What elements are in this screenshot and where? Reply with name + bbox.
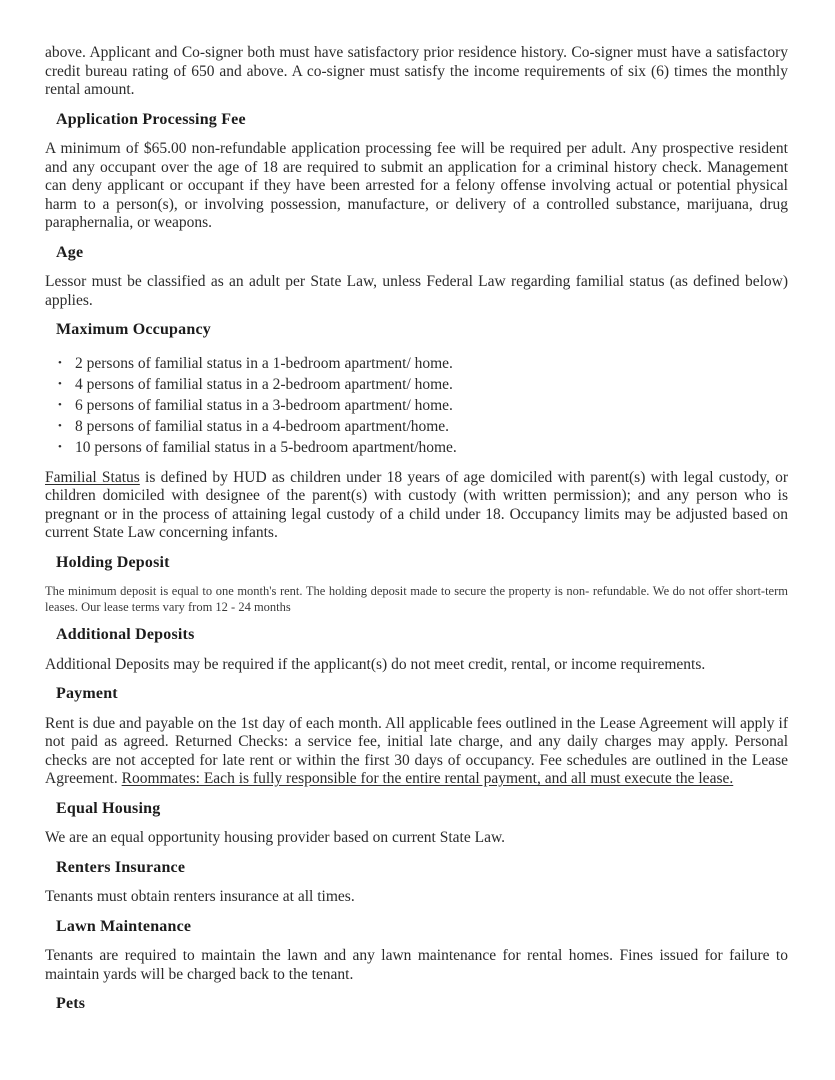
section-heading-holding-deposit: Holding Deposit	[56, 553, 170, 571]
familial-status-paragraph	[45, 469, 788, 543]
lawn-maintenance-paragraph: Tenants are required to maintain the lawn and any lawn maintenance for rental homes. Fines issued for failure to maintain yards will be charged back to the tenant.	[45, 947, 788, 983]
equal-housing-paragraph: We are an equal opportunity housing provider based on current State Law.	[45, 829, 506, 846]
section-heading-additional-deposits: Additional Deposits	[56, 626, 195, 643]
section-heading-pets: Pets	[56, 995, 86, 1012]
section-heading-payment: Payment	[56, 685, 118, 702]
occupancy-list	[45, 351, 788, 458]
occupancy-list-item: • 6 persons of familial status in a 3-bedroom apartment/ home.	[56, 395, 788, 416]
familial-status-definition: is defined by HUD as children under 18 years of age domiciled with parent(s) with legal custody, or children domiciled with designee of the parent(s) with custody (with written permission); and any person who is pregnant or in the process of attaining legal custody of a child under 18. Occupancy limits may be adjusted based on current State Law concerning infants.	[45, 468, 789, 541]
additional-deposits-paragraph: Additional Deposits may be required if the applicant(s) do not meet credit, rental, or income requirements.	[45, 655, 706, 673]
familial-status-term: Familial Status	[45, 468, 140, 486]
renters-insurance-paragraph: Tenants must obtain renters insurance at all times.	[45, 888, 355, 905]
age-paragraph: Lessor must be classified as an adult per State Law, unless Federal Law regarding familial status (as defined below) applies.	[45, 273, 788, 309]
occupancy-list-item: • 10 persons of familial status in a 5-bedroom apartment/home.	[56, 437, 788, 458]
section-heading-equal-housing: Equal Housing	[56, 799, 161, 817]
section-heading-maximum-occupancy: Maximum Occupancy	[56, 321, 211, 338]
section-heading-application-processing-fee: Application Processing Fee	[56, 110, 246, 128]
section-heading-renters-insurance: Renters Insurance	[56, 858, 186, 876]
occupancy-list-item: • 2 persons of familial status in a 1-bedroom apartment/ home.	[56, 353, 788, 374]
occupancy-list-item: • 4 persons of familial status in a 2-bedroom apartment/ home.	[56, 374, 788, 395]
intro-continuation-paragraph: above. Applicant and Co-signer both must have satisfactory prior residence history. Co-signer must have a satisfactory credit bureau rating of 650 and above. A co-signer must satisfy the income requirements of six (6) times the monthly rental amount.	[45, 44, 788, 98]
section-heading-lawn-maintenance: Lawn Maintenance	[56, 917, 192, 935]
application-processing-fee-paragraph: A minimum of $65.00 non-refundable application processing fee will be required per adult. Any prospective resident and any occupant over the age of 18 are required to submit an application for a criminal history check. Management can deny applicant or occupant if they have been arrested for a felony offense involving actual or potential physical harm to a person(s), or involving possession, manufacture, or delivery of a controlled substance, marijuana, drug paraphernalia, or weapons.	[45, 140, 788, 231]
payment-terms-text: Rent is due and payable on the 1st day of each month. All applicable fees outlined in the Lease Agreement will apply if not paid as agreed. Returned Checks: a service fee, initial late charge, and any daily charges may apply. Personal checks are not accepted for late rent or within the first 30 days of occupancy. Fee schedules are outlined in the Lease Agreement.	[45, 714, 788, 787]
occupancy-list-item: • 8 persons of familial status in a 4-bedroom apartment/home.	[56, 416, 788, 437]
payment-paragraph	[45, 715, 788, 789]
section-heading-age: Age	[56, 243, 84, 261]
holding-deposit-paragraph: The minimum deposit is equal to one month's rent. The holding deposit made to secure the property is non- refundable. We do not offer short-term leases. Our lease terms vary from 12 - 24 months	[45, 584, 788, 614]
roommates-underlined-text: Roommates: Each is fully responsible for the entire rental payment, and all must execute the lease.	[121, 770, 734, 787]
